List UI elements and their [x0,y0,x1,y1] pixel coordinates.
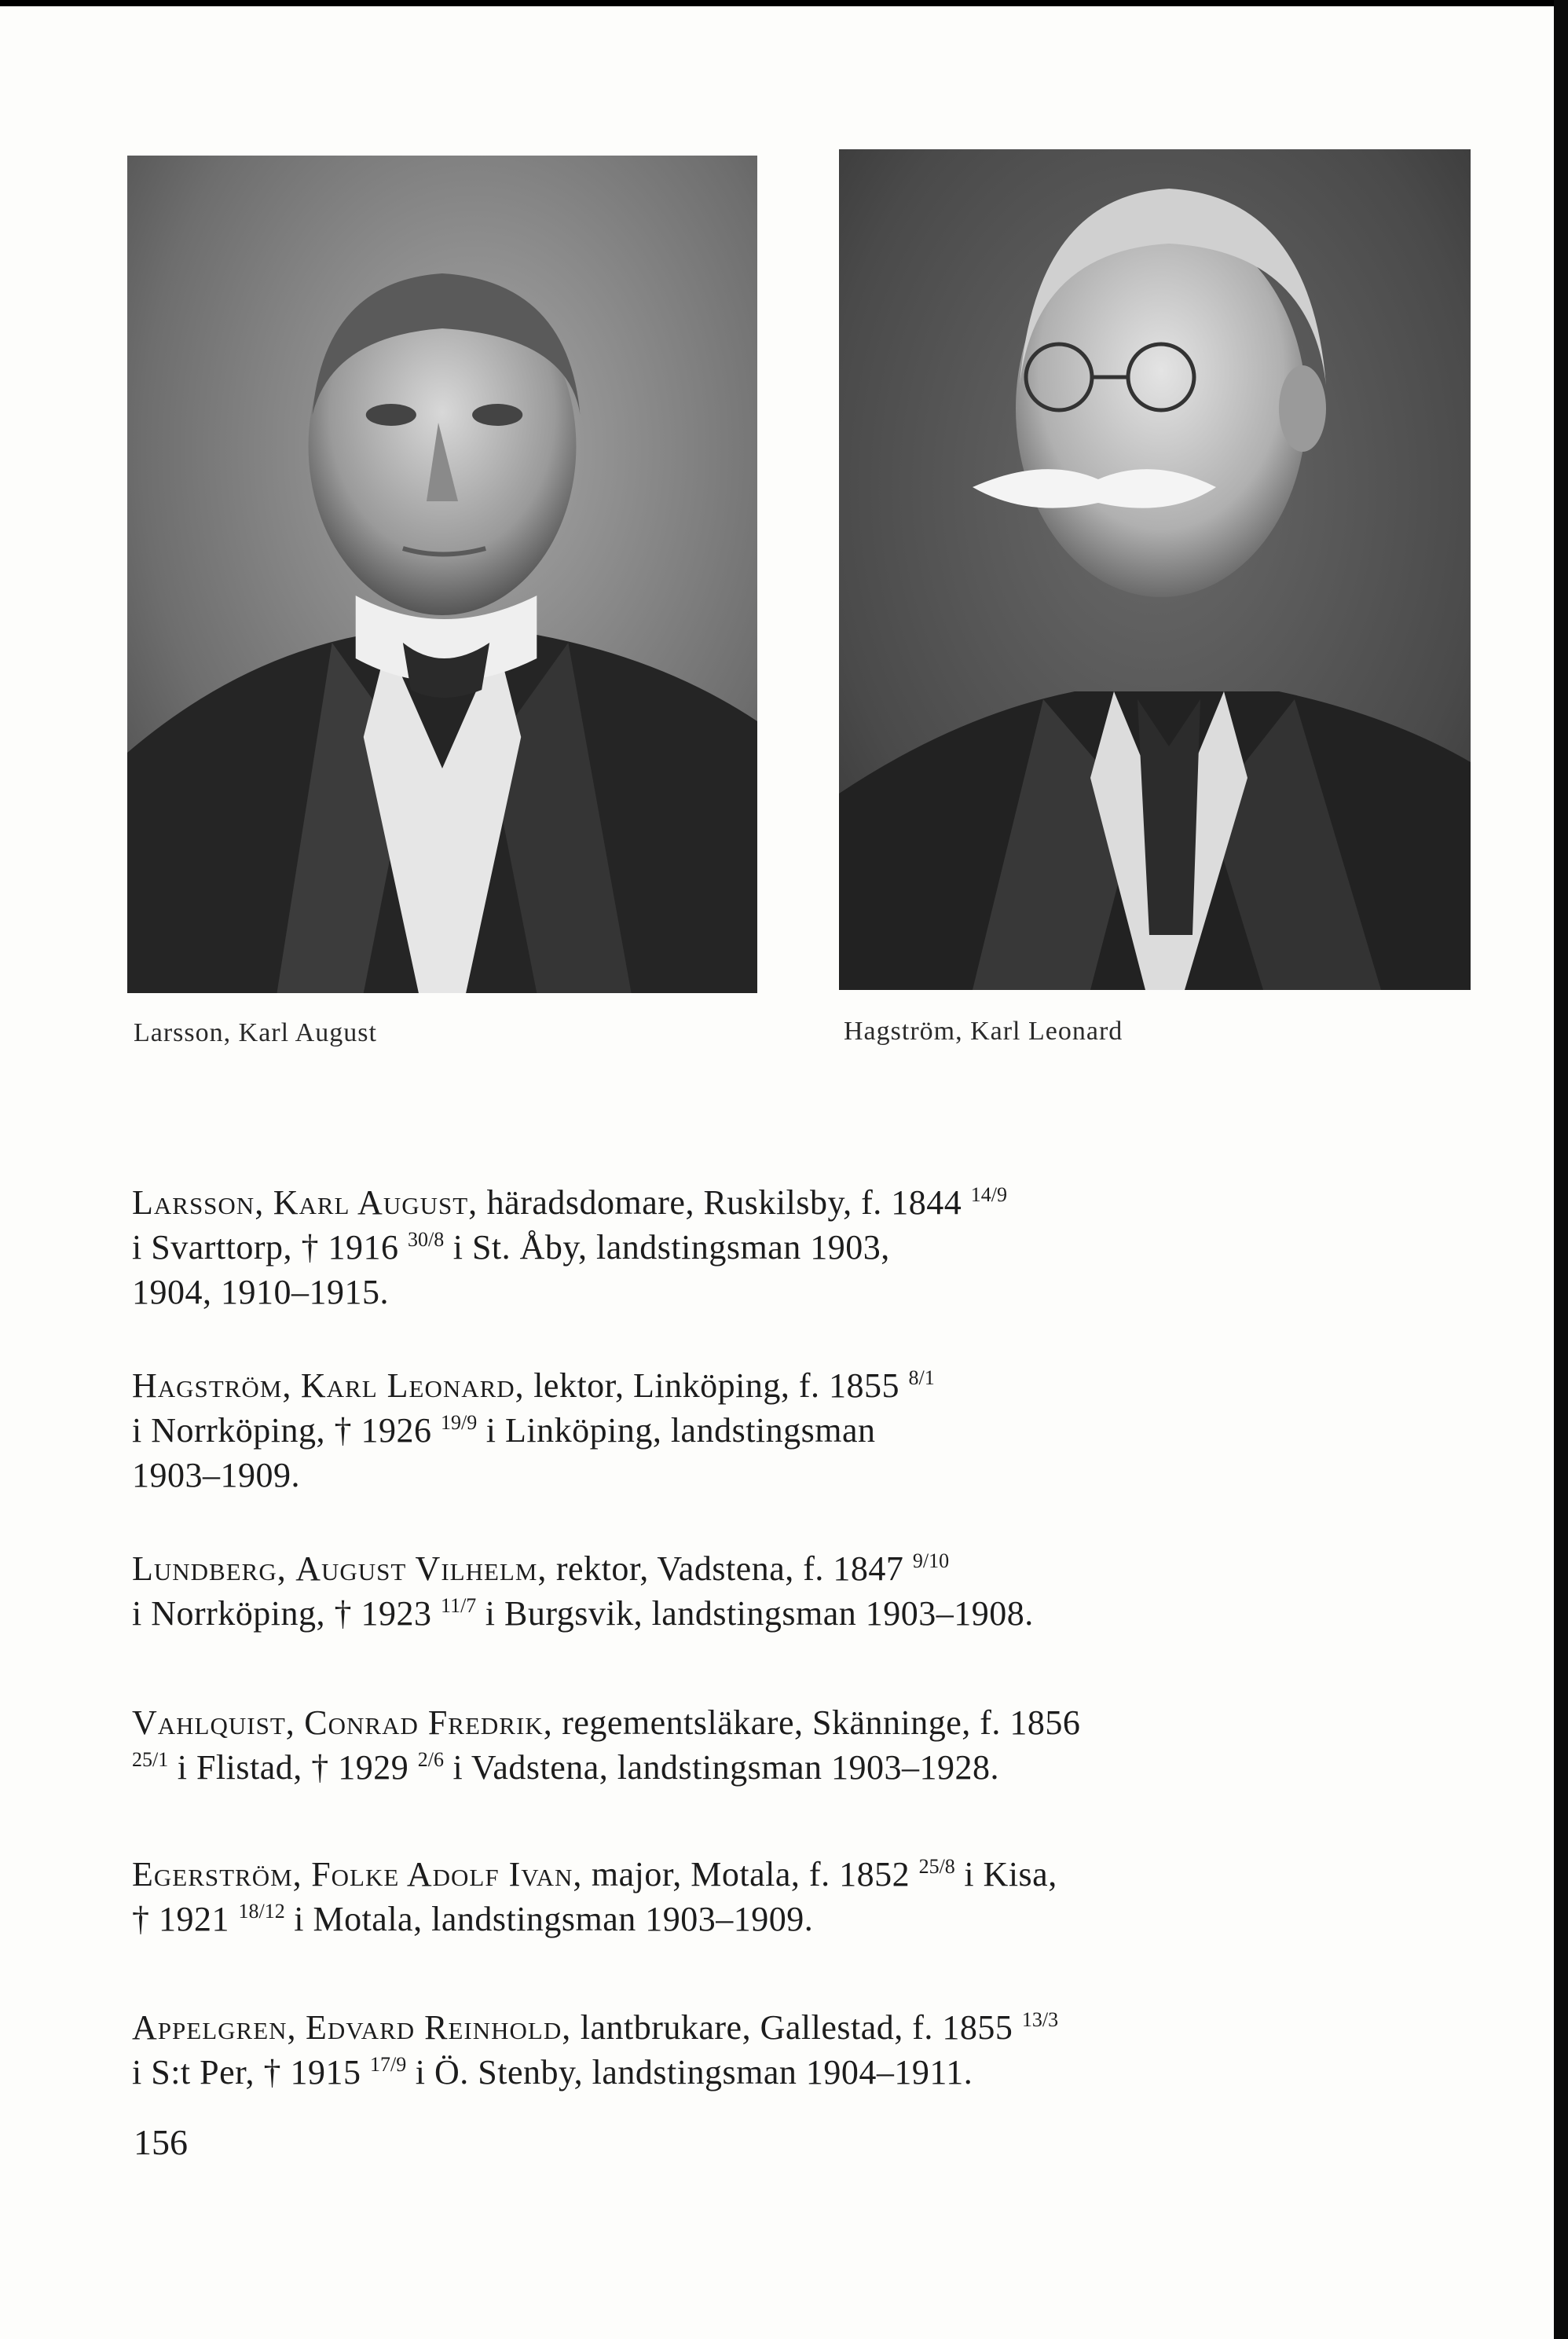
entry-line [132,1591,1122,1636]
entry-given-names: Karl Leonard, [300,1366,525,1405]
entry-text: i Flistad, † 1929 [168,1748,418,1787]
entry-text: major, Motala, f. 1852 [582,1855,919,1894]
entry-text: 1903–1909. [132,1456,300,1494]
date-fraction: 11/7 [441,1594,477,1617]
scan-edge [1554,0,1568,2339]
portrait-image [839,149,1471,990]
date-fraction: 2/6 [417,1748,444,1771]
portrait-photo-hagstrom [839,149,1471,990]
biography-entry [132,2005,1122,2095]
date-fraction: 18/12 [238,1900,285,1923]
date-fraction: 9/10 [912,1549,950,1572]
portrait-image [127,156,757,993]
entry-text: i Svarttorp, † 1916 [132,1228,408,1267]
date-fraction: 30/8 [407,1228,445,1251]
entry-given-names: Karl August, [273,1183,478,1222]
entry-given-names: Folke Adolf Ivan, [311,1855,583,1894]
entry-surname: Lundberg, [132,1549,287,1588]
entry-line [132,1745,1122,1790]
entry-text: i St. Åby, landstingsman 1903, [444,1228,890,1267]
entry-given-names: Conrad Fredrik, [304,1703,553,1742]
biography-entry [132,1852,1122,1941]
entry-text: i Norrköping, † 1923 [132,1594,441,1633]
biography-entry [132,1546,1122,1636]
entry-line [132,1363,1122,1408]
entry-surname: Larsson, [132,1183,265,1222]
page-number: 156 [134,2122,188,2162]
entry-text: rektor, Vadstena, f. 1847 [547,1549,913,1588]
entry-line [132,1897,1122,1941]
entry-text: i Norrköping, † 1926 [132,1411,441,1450]
portrait-photo-larsson [127,156,757,993]
entry-text: i Kisa, [954,1855,1057,1894]
biography-entry [132,1363,1122,1498]
entry-text: i S:t Per, † 1915 [132,2053,371,2092]
date-fraction: 17/9 [370,2053,407,2076]
entry-text: lantbrukare, Gallestad, f. 1855 [571,2008,1022,2047]
entry-given-names: August Vilhelm, [295,1549,548,1588]
entry-text: i Linköping, landstingsman [477,1411,876,1450]
entry-text: regementsläkare, Skänninge, f. 1856 [552,1703,1081,1742]
entry-text: 1904, 1910–1915. [132,1273,389,1311]
date-fraction: 25/8 [918,1855,955,1878]
entry-surname: Hagström, [132,1366,292,1405]
biography-entry [132,1700,1122,1790]
entry-text: i Vadstena, landstingsman 1903–1928. [444,1748,999,1787]
caption-right: Hagström, Karl Leonard [844,1017,1123,1046]
entry-surname: Egerström, [132,1855,302,1894]
entry-line [132,1180,1122,1225]
entry-text: † 1921 [132,1900,239,1938]
entry-text: i Ö. Stenby, landstingsman 1904–1911. [406,2053,973,2092]
entry-text: i Motala, landstingsman 1903–1909. [284,1900,814,1938]
entry-line [132,1225,1122,1270]
entry-line [132,1852,1122,1897]
entry-line [132,2005,1122,2050]
date-fraction: 14/9 [970,1183,1008,1206]
entry-text: häradsdomare, Ruskilsby, f. 1844 [478,1183,971,1222]
caption-left: Larsson, Karl August [134,1018,377,1047]
entry-line [132,1700,1122,1745]
entry-line [132,1453,1122,1498]
entry-line [132,1408,1122,1453]
entry-line [132,1546,1122,1591]
entry-text: i Burgsvik, landstingsman 1903–1908. [476,1594,1034,1633]
entry-surname: Appelgren, [132,2008,297,2047]
entry-line [132,1270,1122,1314]
biography-entry [132,1180,1122,1314]
entry-line [132,2050,1122,2095]
entry-text: lektor, Linköping, f. 1855 [524,1366,909,1405]
date-fraction: 8/1 [908,1366,935,1389]
date-fraction: 19/9 [441,1411,478,1434]
entry-surname: Vahlquist, [132,1703,295,1742]
date-fraction: 25/1 [132,1748,169,1771]
entry-given-names: Edvard Reinhold, [306,2008,572,2047]
date-fraction: 13/3 [1021,2008,1059,2031]
